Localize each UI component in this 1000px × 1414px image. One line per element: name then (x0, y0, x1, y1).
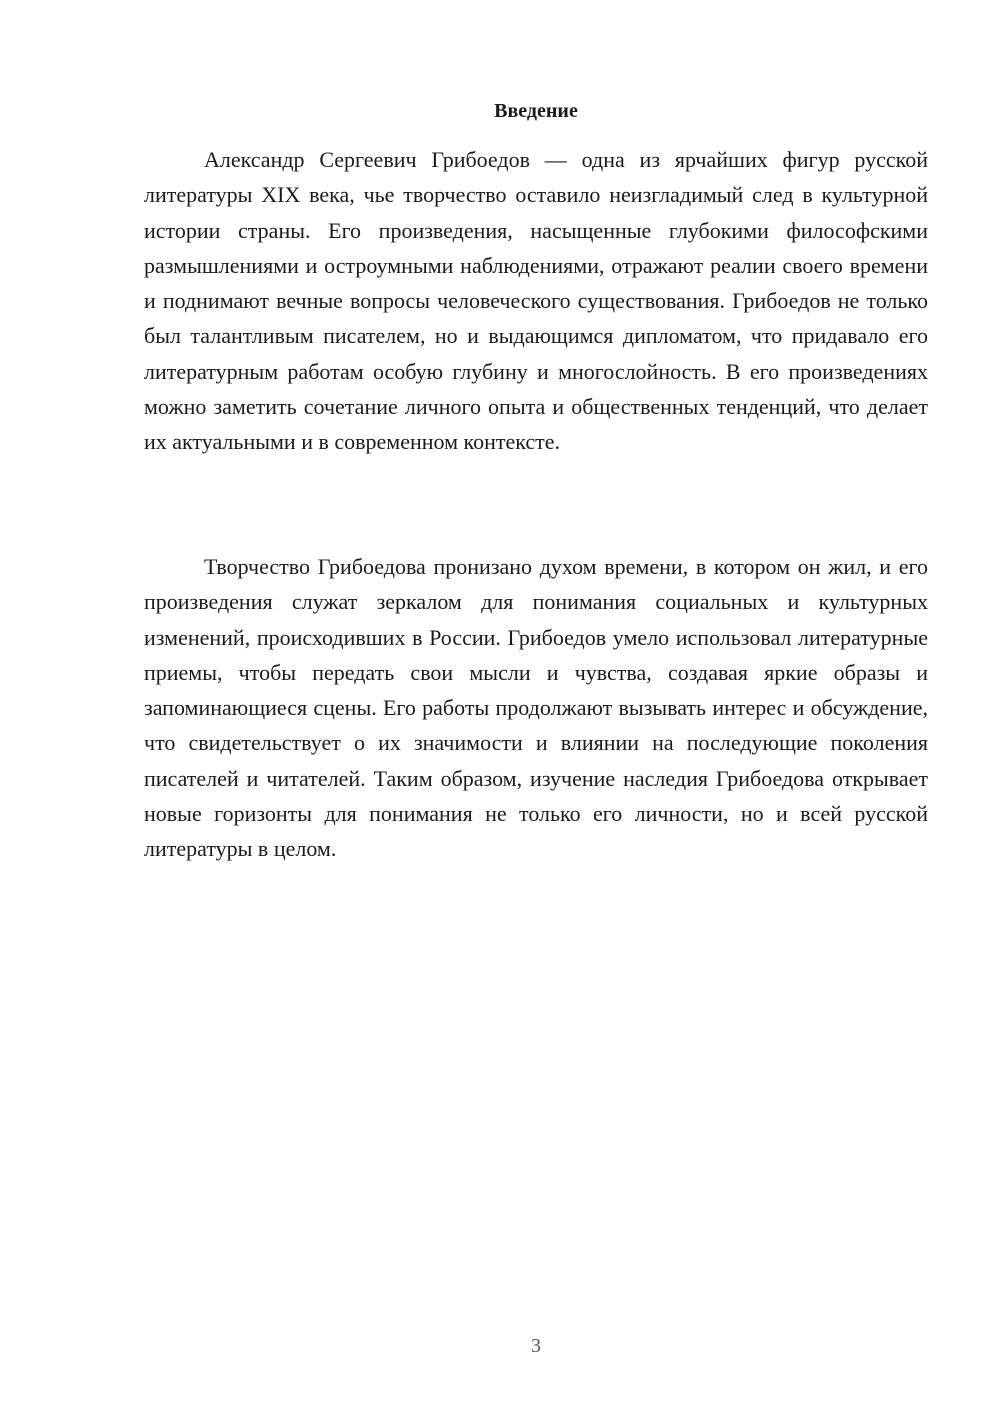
body-paragraph-2: Творчество Грибоедова пронизано духом времени, в котором он жил, и его произведения служат зеркалом для понимания социальных и культурных изменений, происходивших в России. Грибоедов умело использовал литературные приемы, чтобы передать свои мысли и чувства, создавая яркие образы и запоминающиеся сцены. Его работы продолжают вызывать интерес и обсуждение, что свидетельствует о их значимости и влиянии на последующие поколения писателей и читателей. Таким образом, изучение наследия Грибоедова открывает новые горизонты для понимания не только его личности, но и всей русской литературы в целом. (144, 554, 928, 862)
body-paragraph-1: Александр Сергеевич Грибоедов — одна из ярчайших фигур русской литературы XIX века, чье творчество оставило неизгладимый след в культурной истории страны. Его произведения, насыщенные глубокими философскими размышлениями и остроумными наблюдениями, отражают реалии своего времени и поднимают вечные вопросы человеческого существования. Грибоедов не только был талантливым писателем, но и выдающимся дипломатом, что придавало его литературным работам особую глубину и многослойность. В его произведениях можно заметить сочетание личного опыта и общественных тенденций, что делает их актуальными и в современном контексте. (144, 147, 928, 455)
page-number: 3 (531, 1335, 541, 1357)
section-heading: Введение (494, 100, 578, 122)
